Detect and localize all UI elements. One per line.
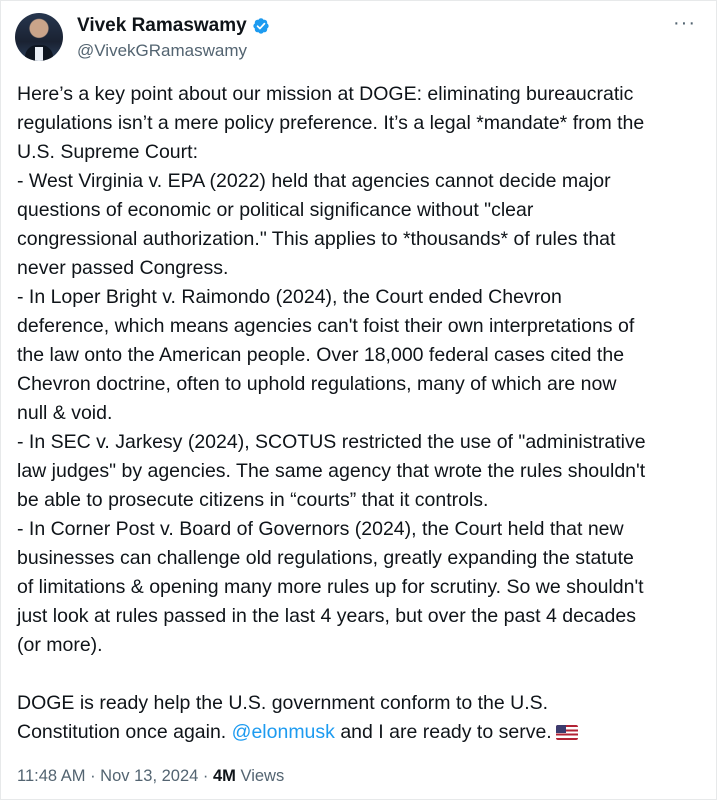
tweet-line: law judges" by agencies. The same agency that wrote the rules shouldn't: [17, 460, 646, 482]
tweet-line: questions of economic or political significance without "clear: [17, 199, 534, 221]
tweet-line: Chevron doctrine, often to uphold regulations, many of which are now: [17, 373, 617, 395]
tweet-line: - In SEC v. Jarkesy (2024), SCOTUS restricted the use of "administrative: [17, 431, 646, 453]
tweet-text: [17, 80, 707, 747]
tweet-text-fragment: Constitution once again.: [17, 721, 232, 743]
views-label: Views: [235, 767, 285, 785]
tweet-line: DOGE is ready help the U.S. government conform to the U.S.: [17, 692, 549, 714]
tweet-line: - West Virginia v. EPA (2022) held that agencies cannot decide major: [17, 170, 611, 192]
tweet-line: congressional authorization." This applies to *thousands* of rules that: [17, 228, 616, 250]
more-options-icon[interactable]: ···: [673, 12, 696, 34]
views-count[interactable]: 4M: [213, 767, 236, 785]
tweet-line: Here’s a key point about our mission at DOGE: eliminating bureaucratic: [17, 83, 634, 105]
mention-link[interactable]: @elonmusk: [231, 721, 335, 743]
tweet-text-fragment: and I are ready to serve.: [334, 721, 552, 743]
tweet-line: of limitations & opening many more rules up for scrutiny. So we shouldn't: [17, 576, 644, 598]
separator: ·: [198, 767, 213, 785]
author-name[interactable]: Vivek Ramaswamy: [77, 15, 247, 36]
separator: ·: [85, 767, 101, 785]
tweet-line: deference, which means agencies can't foist their own interpretations of: [17, 315, 635, 337]
tweet-line: regulations isn’t a mere policy preference. It’s a legal *mandate* from the: [17, 112, 645, 134]
tweet-line: businesses can challenge old regulations, greatly expanding the statute: [17, 547, 634, 569]
author-handle[interactable]: @VivekGRamaswamy: [77, 41, 247, 60]
tweet-time[interactable]: 11:48 AM: [17, 767, 86, 785]
tweet-line: just look at rules passed in the last 4 years, but over the past 4 decades: [17, 605, 636, 627]
avatar[interactable]: [15, 13, 63, 61]
tweet-line: - In Corner Post v. Board of Governors (2024), the Court held that new: [17, 518, 624, 540]
tweet-date[interactable]: Nov 13, 2024: [100, 767, 199, 785]
us-flag-icon: [556, 725, 578, 740]
tweet-line: - In Loper Bright v. Raimondo (2024), the Court ended Chevron: [17, 286, 562, 308]
tweet-header: [15, 13, 702, 63]
tweet-meta: [17, 767, 284, 786]
verified-badge-icon: [251, 16, 271, 36]
tweet-line: never passed Congress.: [17, 257, 229, 279]
tweet-line: null & void.: [17, 402, 113, 424]
tweet-line: the law onto the American people. Over 18,000 federal cases cited the: [17, 344, 625, 366]
tweet-line: U.S. Supreme Court:: [17, 141, 198, 163]
tweet-line: be able to prosecute citizens in “courts” that it controls.: [17, 489, 489, 511]
tweet-line-last: [17, 721, 578, 743]
tweet-line: (or more).: [17, 634, 103, 656]
author-info: [77, 15, 271, 61]
